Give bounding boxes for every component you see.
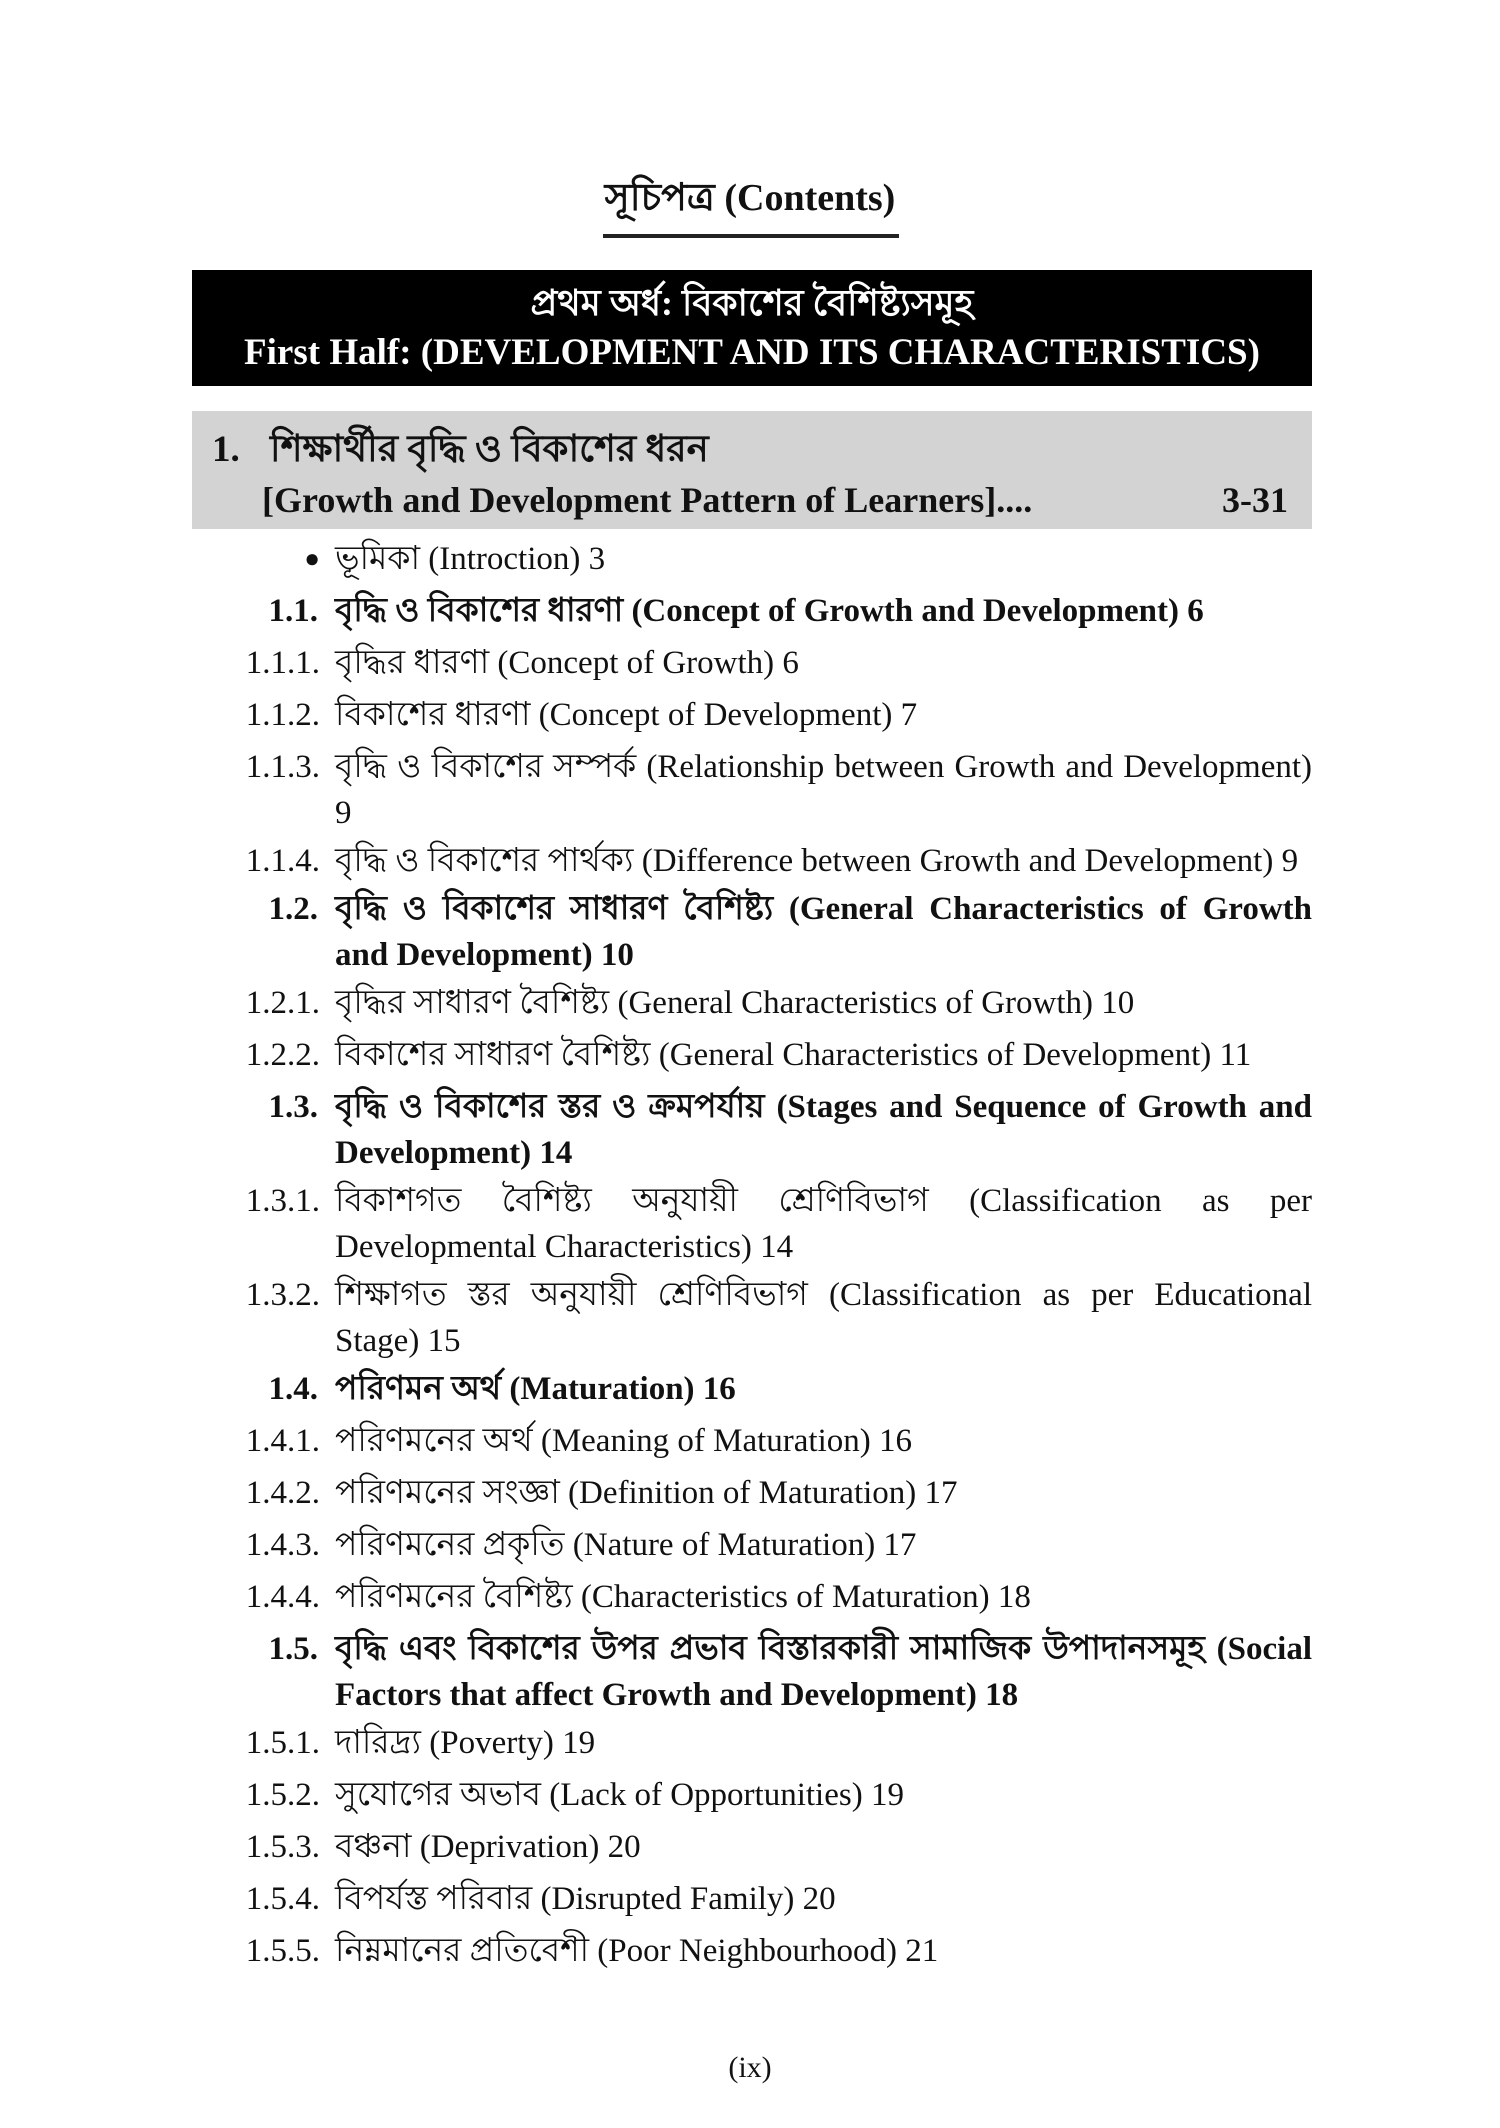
chapter-header[interactable] (192, 411, 1312, 529)
toc-entry-number: 1.5.4. (245, 1881, 320, 1917)
page-title: সূচিপত্র (Contents) (604, 177, 896, 219)
toc-entry-number: 1.4.2. (245, 1475, 320, 1511)
bullet-icon: ● (304, 544, 320, 573)
toc-section-number: 1.2. (268, 891, 318, 927)
toc-entry-number: 1.3.1. (245, 1183, 320, 1219)
toc-entry-number: 1.1.2. (245, 697, 320, 733)
toc-entry-text: বৃদ্ধি ও বিকাশের স্তর ও ক্রমপর্যায় (Stages and Sequence of Growth and Development) 14 (335, 1089, 1312, 1171)
toc-entry-number: 1.5.1. (245, 1725, 320, 1761)
toc-entry[interactable] (0, 838, 1500, 884)
toc-entry[interactable] (0, 1470, 1500, 1516)
toc-entry[interactable] (0, 980, 1500, 1026)
toc-entry-text: বিকাশগত বৈশিষ্ট্য অনুযায়ী শ্রেণিবিভাগ (Classification as per Developmental Characteristics) 14 (335, 1183, 1312, 1265)
toc-entry[interactable] (0, 1418, 1500, 1464)
toc-entry-text: বৃদ্ধির ধারণা (Concept of Growth) 6 (335, 645, 799, 681)
toc-section[interactable] (0, 1084, 1500, 1176)
toc-list (0, 530, 1500, 1974)
toc-entry-text: পরিণমনের প্রকৃতি (Nature of Maturation) 17 (335, 1527, 917, 1563)
toc-section-number: 1.3. (268, 1089, 318, 1125)
chapter-bengali-title: শিক্ষার্থীর বৃদ্ধি ও বিকাশের ধরন (270, 429, 709, 470)
toc-entry-number: 1.4.3. (245, 1527, 320, 1563)
toc-entry-text: বৃদ্ধির সাধারণ বৈশিষ্ট্য (General Characteristics of Growth) 10 (335, 985, 1135, 1021)
toc-entry[interactable] (0, 1178, 1500, 1270)
toc-entry-text: ভূমিকা (Introction) 3 (335, 541, 606, 577)
toc-entry-text: বিকাশের সাধারণ বৈশিষ্ট্য (General Characteristics of Development) 11 (335, 1037, 1252, 1073)
toc-entry-text: বৃদ্ধি ও বিকাশের পার্থক্য (Difference between Growth and Development) 9 (335, 843, 1299, 879)
toc-entry[interactable] (0, 1824, 1500, 1870)
toc-entry[interactable] (0, 536, 1500, 582)
toc-entry-number: 1.1.4. (245, 843, 320, 879)
toc-entry[interactable] (0, 1928, 1500, 1974)
chapter-pages: 3-31 (1222, 480, 1288, 520)
toc-entry[interactable] (0, 1772, 1500, 1818)
toc-section-number: 1.5. (268, 1631, 318, 1667)
toc-entry-number: 1.3.2. (245, 1277, 320, 1313)
toc-entry-text: বৃদ্ধি ও বিকাশের সম্পর্ক (Relationship between Growth and Development) 9 (335, 749, 1312, 831)
toc-entry-text: বৃদ্ধি ও বিকাশের ধারণা (Concept of Growth and Development) 6 (335, 593, 1204, 629)
toc-entry-number: 1.1.3. (245, 749, 320, 785)
toc-section[interactable] (0, 1626, 1500, 1718)
toc-section[interactable] (0, 886, 1500, 978)
toc-section[interactable] (0, 1366, 1500, 1412)
chapter-english-title: [Growth and Development Pattern of Learners].... (262, 480, 1033, 520)
toc-entry-number: 1.5.2. (245, 1777, 320, 1813)
toc-entry-text: বঞ্চনা (Deprivation) 20 (335, 1829, 641, 1865)
toc-entry-number: 1.5.3. (245, 1829, 320, 1865)
toc-entry[interactable] (0, 744, 1500, 836)
toc-entry-text: বিপর্যস্ত পরিবার (Disrupted Family) 20 (335, 1881, 836, 1917)
toc-entry[interactable] (0, 692, 1500, 738)
toc-entry-text: শিক্ষাগত স্তর অনুযায়ী শ্রেণিবিভাগ (Classification as per Educational Stage) 15 (335, 1277, 1312, 1359)
toc-entry-text: সুযোগের অভাব (Lack of Opportunities) 19 (335, 1777, 904, 1813)
toc-entry[interactable] (0, 1032, 1500, 1078)
toc-entry-text: বিকাশের ধারণা (Concept of Development) 7 (335, 697, 918, 733)
toc-entry[interactable] (0, 1574, 1500, 1620)
toc-section[interactable] (0, 588, 1500, 634)
toc-entry-text: পরিণমন অর্থ (Maturation) 16 (335, 1371, 736, 1407)
toc-entry-text: পরিণমনের বৈশিষ্ট্য (Characteristics of Maturation) 18 (335, 1579, 1031, 1615)
title-underline (603, 234, 899, 238)
toc-entry-number: 1.1.1. (245, 645, 320, 681)
toc-entry-text: পরিণমনের সংজ্ঞা (Definition of Maturation) 17 (335, 1475, 958, 1511)
toc-entry-text: নিম্নমানের প্রতিবেশী (Poor Neighbourhood) 21 (335, 1933, 939, 1969)
toc-entry[interactable] (0, 1272, 1500, 1364)
toc-entry-text: বৃদ্ধি ও বিকাশের সাধারণ বৈশিষ্ট্য (General Characteristics of Growth and Development) 10 (335, 891, 1312, 973)
toc-entry-number: 1.5.5. (245, 1933, 320, 1969)
page-number: (ix) (728, 2051, 772, 2084)
toc-entry[interactable] (0, 1522, 1500, 1568)
toc-entry-text: বৃদ্ধি এবং বিকাশের উপর প্রভাব বিস্তারকারী সামাজিক উপাদানসমূহ (Social Factors that affect Growth and Development) 18 (335, 1631, 1312, 1713)
toc-entry-number: 1.4.1. (245, 1423, 320, 1459)
toc-entry-number: 1.2.1. (245, 985, 320, 1021)
toc-entry[interactable] (0, 1876, 1500, 1922)
banner-bengali: প্রথম অর্ধ: বিকাশের বৈশিষ্ট্যসমূহ (530, 283, 974, 323)
toc-entry-text: দারিদ্র্য (Poverty) 19 (335, 1725, 596, 1761)
toc-entry[interactable] (0, 1720, 1500, 1766)
toc-section-number: 1.4. (268, 1371, 318, 1407)
toc-entry-number: 1.2.2. (245, 1037, 320, 1073)
chapter-number: 1. (212, 429, 240, 470)
toc-entry[interactable] (0, 640, 1500, 686)
half-banner (192, 270, 1312, 386)
toc-entry-text: পরিণমনের অর্থ (Meaning of Maturation) 16 (335, 1423, 912, 1459)
toc-section-number: 1.1. (268, 593, 318, 629)
toc-entry-number: 1.4.4. (245, 1579, 320, 1615)
banner-english: First Half: (DEVELOPMENT AND ITS CHARACTERISTICS) (244, 332, 1260, 373)
